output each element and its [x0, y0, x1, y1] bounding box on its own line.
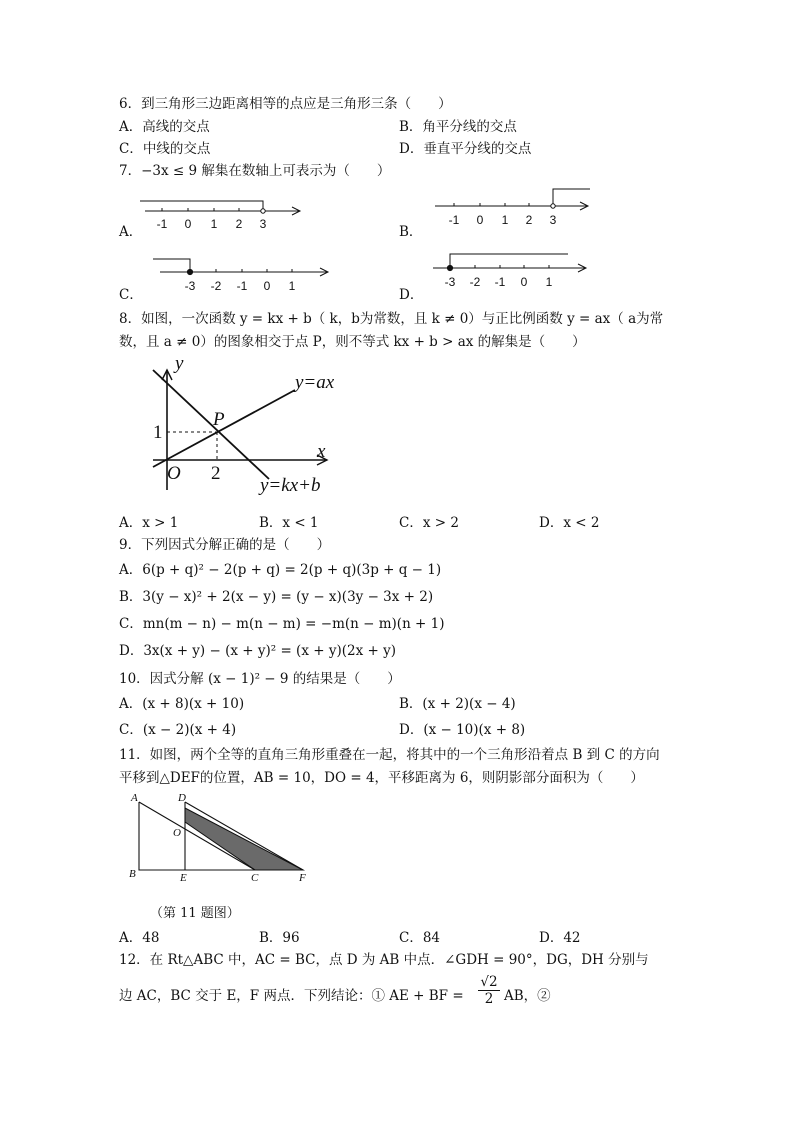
point-d-label: D: [178, 792, 186, 804]
tick-label: 1: [501, 213, 509, 227]
q6-stem: 6．到三角形三边距离相等的点应是三角形三条（ ）: [119, 96, 452, 112]
point-c-label: C: [251, 872, 259, 884]
q12-stem-line2-end: AB，②: [504, 988, 551, 1004]
q8-function-graph: [145, 355, 355, 500]
q11-figure-caption: （第 11 题图）: [150, 906, 240, 921]
tick-label: -1: [236, 279, 248, 293]
line-kxb-label: y=kx+b: [260, 475, 321, 496]
q9-option-a: A．6(p + q)² − 2(p + q) = 2(p + q)(3p + q − 1): [119, 562, 442, 578]
tick-label: -1: [156, 217, 168, 231]
q8-option-b: B．x < 1: [259, 515, 319, 531]
point-a-label: A: [131, 792, 138, 804]
tick-1-label: 1: [153, 422, 163, 443]
q12-stem-line2-start: 边 AC，BC 交于 E，F 两点．下列结论：① AE + BF =: [119, 988, 464, 1004]
q7-number-line-d: [428, 250, 593, 295]
q9-option-d: D．3x(x + y) − (x + y)² = (x + y)(2x + y): [119, 643, 396, 659]
q11-stem-line2: 平移到△DEF的位置，AB = 10，DO = 4，平移距离为 6，则阴影部分面积为（ ）: [119, 770, 644, 786]
q9-option-b: B．3(y − x)² + 2(x − y) = (y − x)(3y − 3x + 2): [119, 589, 434, 605]
q7-number-line-c: [150, 255, 335, 300]
tick-label: 0: [184, 217, 192, 231]
q7-stem: 7．−3x ≤ 9 解集在数轴上可表示为（ ）: [119, 163, 391, 179]
tick-label: 3: [549, 213, 557, 227]
q8-option-a: A．x > 1: [119, 515, 179, 531]
q6-option-d: D．垂直平分线的交点: [399, 141, 532, 157]
q9-stem: 9．下列因式分解正确的是（ ）: [119, 537, 331, 553]
q7-number-line-a: [140, 195, 310, 235]
q6-option-b: B．角平分线的交点: [399, 119, 517, 135]
q7-option-c-label: C．: [119, 287, 143, 303]
q11-option-b: B．96: [259, 930, 300, 946]
tick-label: 0: [263, 279, 271, 293]
tick-label: -2: [210, 279, 222, 293]
tick-label: -2: [469, 275, 481, 289]
fraction-denominator: 2: [484, 991, 494, 1007]
tick-label: 1: [288, 279, 296, 293]
tick-label: 1: [545, 275, 553, 289]
q10-option-a: A．(x + 8)(x + 10): [119, 696, 245, 712]
q8-stem-line1: 8．如图，一次函数 y = kx + b（ k，b为常数，且 k ≠ 0）与正比例函数 y = ax（ a为常: [119, 311, 664, 327]
tick-label: 0: [520, 275, 528, 289]
q8-option-d: D．x < 2: [539, 515, 600, 531]
q8-stem-line2: 数，且 a ≠ 0）的图象相交于点 P，则不等式 kx + b > ax 的解集是（ ）: [119, 334, 586, 350]
q11-option-a: A．48: [119, 930, 160, 946]
point-o-label: O: [173, 827, 181, 839]
q12-fraction: [478, 974, 500, 1007]
point-p-label: P: [213, 409, 225, 430]
q6-option-c: C．中线的交点: [119, 141, 211, 157]
origin-label: O: [167, 463, 181, 484]
point-f-label: F: [299, 872, 306, 884]
fraction-numerator: √2: [478, 974, 500, 991]
q11-triangle-figure: [125, 790, 320, 885]
line-ax-label: y=ax: [295, 372, 335, 393]
tick-label: 3: [259, 217, 267, 231]
tick-label: 0: [476, 213, 484, 227]
tick-label: -1: [448, 213, 460, 227]
q11-option-c: C．84: [399, 930, 441, 946]
q11-option-d: D．42: [539, 930, 581, 946]
q7-option-d-label: D．: [399, 287, 424, 303]
q7-number-line-b: [430, 185, 600, 230]
q11-stem-line1: 11．如图，两个全等的直角三角形重叠在一起，将其中的一个三角形沿着点 B 到 C 的方向: [119, 747, 660, 763]
q6-option-a: A．高线的交点: [119, 119, 210, 135]
tick-label: 2: [235, 217, 243, 231]
q7-option-b-label: B．: [399, 224, 423, 240]
point-e-label: E: [180, 872, 187, 884]
x-axis-label: x: [317, 441, 326, 462]
y-axis-label: y: [175, 353, 184, 374]
q9-option-c: C．mn(m − n) − m(n − m) = −m(n − m)(n + 1): [119, 616, 445, 632]
q12-stem-line1: 12．在 Rt△ABC 中，AC = BC，点 D 为 AB 中点．∠GDH = 90°，DG，DH 分别与: [119, 952, 649, 968]
tick-2-label: 2: [211, 463, 221, 484]
tick-label: -3: [444, 275, 456, 289]
q8-option-c: C．x > 2: [399, 515, 459, 531]
tick-label: -3: [184, 279, 196, 293]
q10-option-d: D．(x − 10)(x + 8): [399, 722, 526, 738]
tick-label: 2: [525, 213, 533, 227]
tick-label: 1: [210, 217, 218, 231]
q10-option-c: C．(x − 2)(x + 4): [119, 722, 237, 738]
q10-stem: 10．因式分解 (x − 1)² − 9 的结果是（ ）: [119, 671, 401, 687]
q10-option-b: B．(x + 2)(x − 4): [399, 696, 516, 712]
q7-option-a-label: A．: [119, 224, 143, 240]
point-b-label: B: [129, 868, 136, 880]
tick-label: -1: [494, 275, 506, 289]
